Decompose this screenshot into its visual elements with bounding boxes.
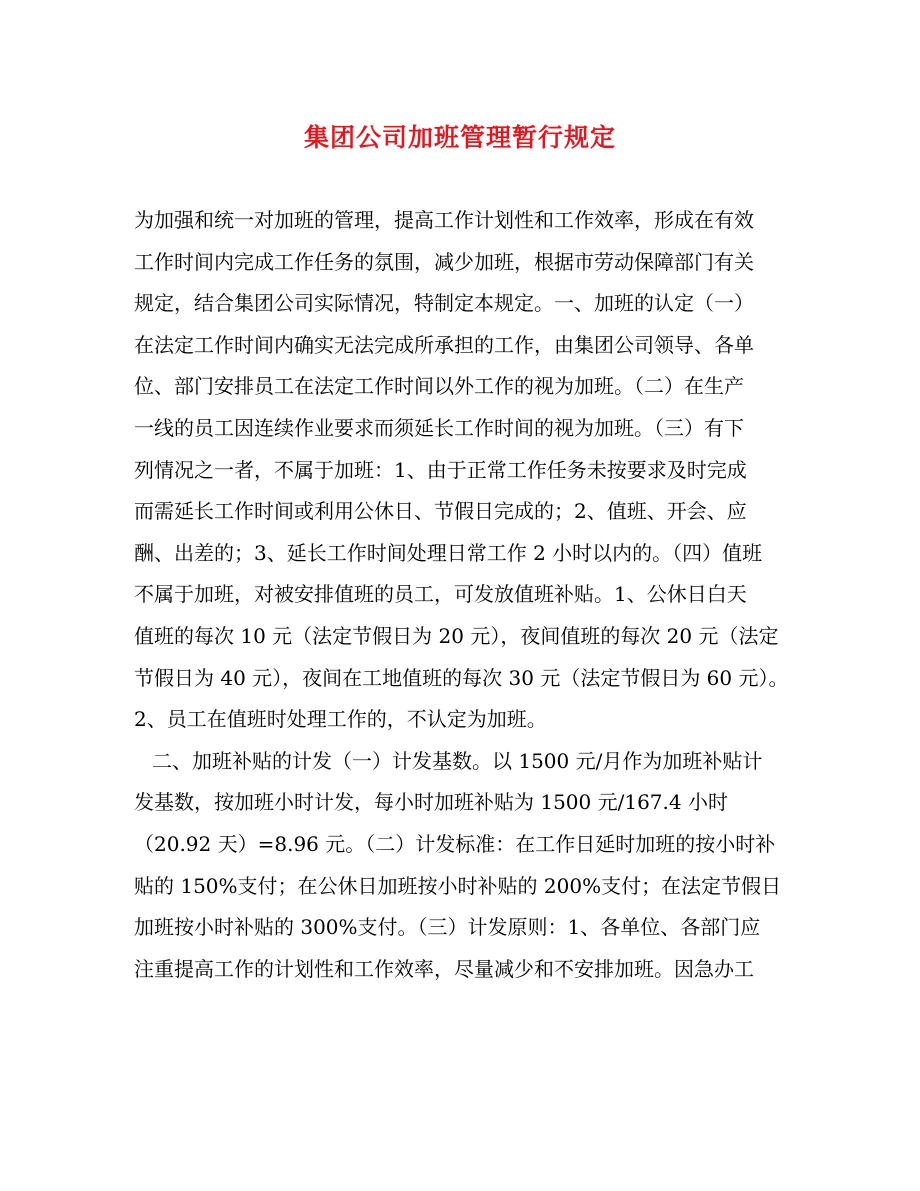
body-line: 一线的员工因连续作业要求而须延长工作时间的视为加班。（三）有下 <box>134 415 744 440</box>
body-line: 贴的 150%支付；在公休日加班按小时补贴的 200%支付；在法定节假日 <box>134 873 782 898</box>
body-line: 位、部门安排员工在法定工作时间以外工作的视为加班。（二）在生产 <box>134 374 744 399</box>
body-line: （20.92 天）=8.96 元。（二）计发标准：在工作日延时加班的按小时补 <box>134 831 776 856</box>
body-line: 列情况之一者，不属于加班：1、由于正常工作任务未按要求及时完成 <box>134 457 747 482</box>
body-line: 2、员工在值班时处理工作的，不认定为加班。 <box>134 707 547 732</box>
body-line: 节假日为 40 元），夜间在工地值班的每次 30 元（法定节假日为 60 元）。 <box>134 665 789 690</box>
body-line: 在法定工作时间内确实无法完成所承担的工作，由集团公司领导、各单 <box>134 332 754 357</box>
body-line: 为加强和统一对加班的管理，提高工作计划性和工作效率，形成在有效 <box>134 208 754 232</box>
body-line: 发基数，按加班小时计发，每小时加班补贴为 1500 元/167.4 小时 <box>134 790 728 815</box>
body-line: 值班的每次 10 元（法定节假日为 20 元），夜间值班的每次 20 元（法定 <box>134 623 779 648</box>
body-line: 酬、出差的；3、延长工作时间处理日常工作 2 小时以内的。（四）值班 <box>134 540 763 565</box>
body-line: 工作时间内完成工作任务的氛围，减少加班，根据市劳动保障部门有关 <box>134 249 754 274</box>
body-line: 不属于加班，对被安排值班的员工，可发放值班补贴。1、公休日白天 <box>134 582 747 607</box>
section-heading-line: 二、加班补贴的计发（一）计发基数。以 1500 元/月作为加班补贴计 <box>152 748 763 773</box>
body-line: 加班按小时补贴的 300%支付。（三）计发原则：1、各单位、各部门应 <box>134 915 761 940</box>
document-title: 集团公司加班管理暂行规定 <box>303 123 616 152</box>
body-line: 而需延长工作时间或利用公休日、节假日完成的；2、值班、开会、应 <box>134 499 747 524</box>
body-line: 注重提高工作的计划性和工作效率，尽量减少和不安排加班。因急办工 <box>134 956 754 981</box>
document-body <box>134 200 794 990</box>
body-line: 规定，结合集团公司实际情况，特制定本规定。一、加班的认定（一） <box>134 291 754 316</box>
